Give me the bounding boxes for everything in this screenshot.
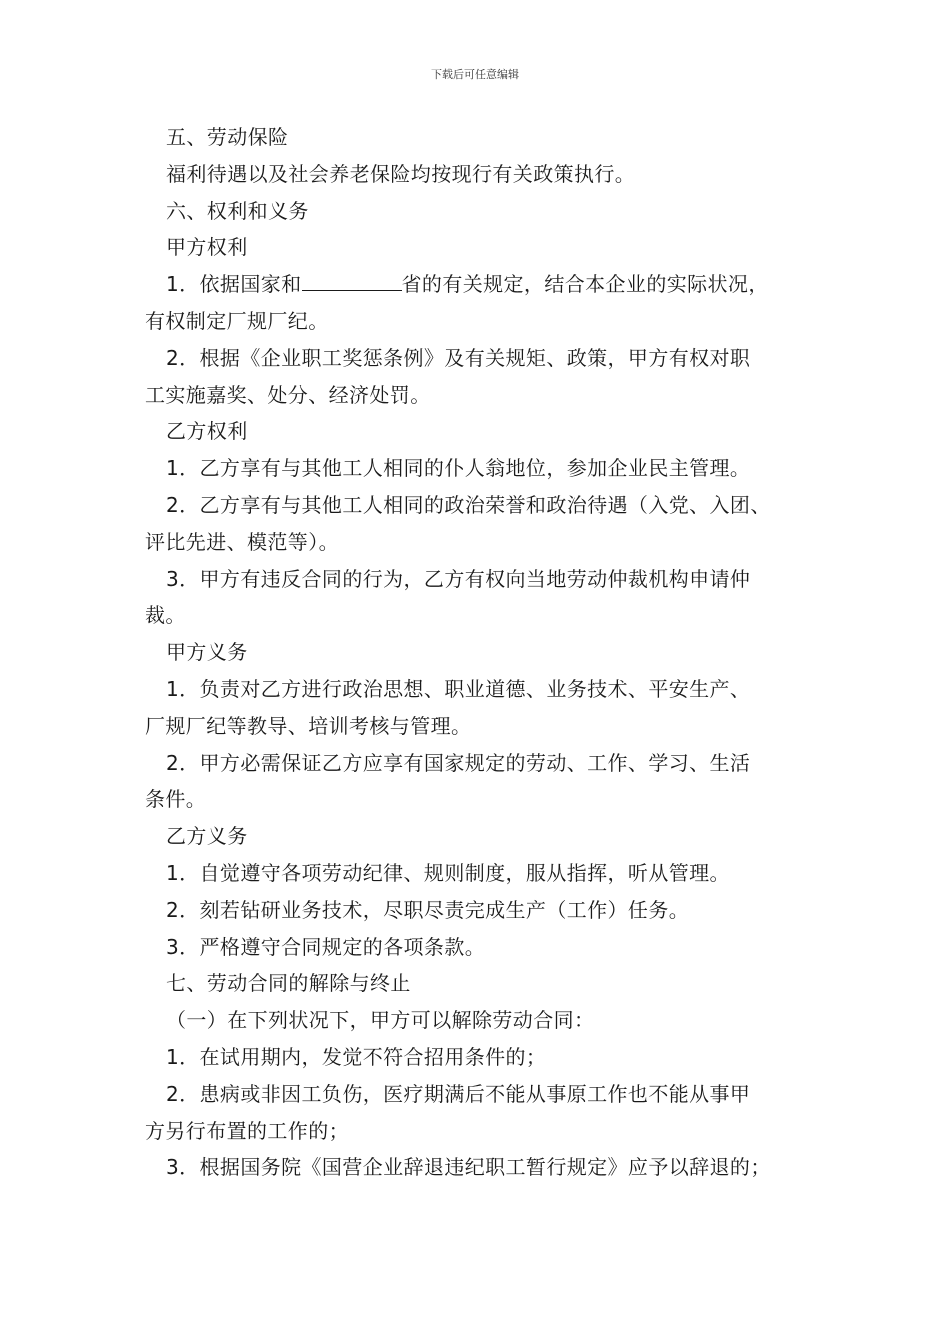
paragraph-continuation: 条件。 xyxy=(145,787,207,812)
text-fragment: 省的有关规定，结合本企业的实际状况， xyxy=(401,272,769,297)
paragraph: 福利待遇以及社会养老保险均按现行有关政策执行。 xyxy=(166,161,636,186)
page-header: 下载后可任意编辑 xyxy=(431,68,519,81)
paragraph-continuation: 工实施嘉奖、处分、经济处罚。 xyxy=(145,382,431,407)
paragraph: 1．乙方享有与其他工人相同的仆人翁地位，参加企业民主管理。 xyxy=(166,456,751,481)
section-heading-labor-insurance: 五、劳动保险 xyxy=(166,125,289,149)
paragraph-continuation: 评比先进、模范等）。 xyxy=(145,529,339,554)
paragraph-continuation: 厂规厂纪等教导、培训考核与管理。 xyxy=(145,713,472,738)
document-body xyxy=(145,119,830,1186)
paragraph: 2．甲方必需保证乙方应享有国家规定的劳动、工作、学习、生活 xyxy=(166,750,751,775)
text-fragment: 1．依据国家和 xyxy=(166,272,302,297)
subheading-party-a-duties: 甲方义务 xyxy=(166,640,248,665)
paragraph-continuation: 有权制定厂规厂纪。 xyxy=(145,308,329,333)
paragraph: 1．负责对乙方进行政治思想、职业道德、业务技术、平安生产、 xyxy=(166,676,751,701)
paragraph-continuation: 方另行布置的工作的； xyxy=(145,1118,349,1143)
paragraph-continuation: 裁。 xyxy=(145,603,186,628)
paragraph: 2．患病或非因工负伤，医疗期满后不能从事原工作也不能从事甲 xyxy=(166,1081,751,1106)
section-heading-termination: 七、劳动合同的解除与终止 xyxy=(166,971,411,996)
paragraph: 2．乙方享有与其他工人相同的政治荣誉和政治待遇（入党、入团、 xyxy=(166,492,771,517)
fill-in-blank xyxy=(302,268,402,291)
paragraph: 3．根据国务院《国营企业辞退违纪职工暂行规定》应予以辞退的； xyxy=(166,1155,771,1180)
paragraph: 1．在试用期内，发觉不符合招用条件的； xyxy=(166,1044,547,1069)
paragraph: 3．甲方有违反合同的行为，乙方有权向当地劳动仲裁机构申请仲 xyxy=(166,566,751,591)
subheading-party-b-duties: 乙方义务 xyxy=(166,824,248,849)
paragraph: 1．自觉遵守各项劳动纪律、规则制度，服从指挥，听从管理。 xyxy=(166,860,730,885)
paragraph: 2．根据《企业职工奖惩条例》及有关规矩、政策，甲方有权对职 xyxy=(166,345,751,370)
paragraph: 2．刻若钻研业务技术，尽职尽责完成生产（工作）任务。 xyxy=(166,897,690,922)
subheading-party-b-rights: 乙方权利 xyxy=(166,419,248,444)
paragraph xyxy=(145,266,830,303)
section-heading-rights-duties: 六、权利和义务 xyxy=(166,198,309,223)
paragraph: （一）在下列状况下，甲方可以解除劳动合同： xyxy=(166,1008,595,1033)
subheading-party-a-rights: 甲方权利 xyxy=(166,235,248,260)
paragraph: 3．严格遵守合同规定的各项条款。 xyxy=(166,934,486,959)
